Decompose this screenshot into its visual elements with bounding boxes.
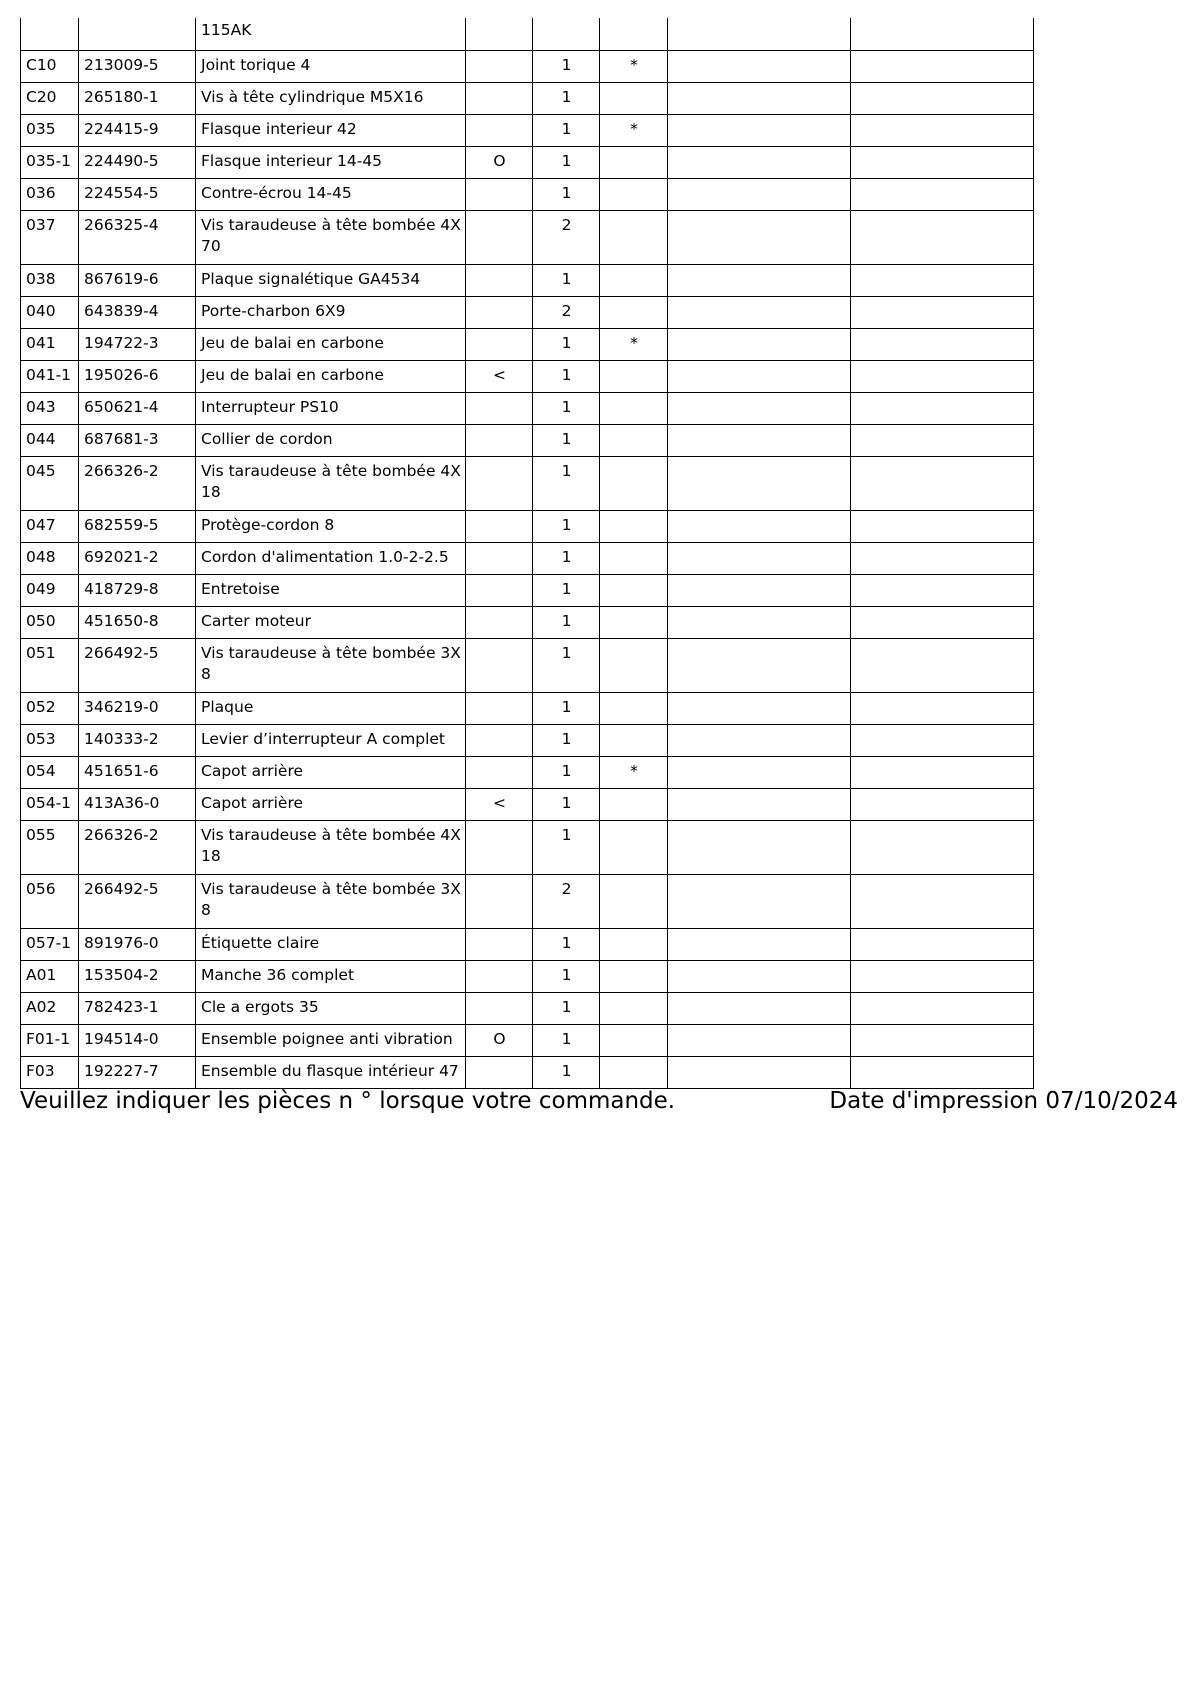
cell-quantity [533, 18, 600, 50]
cell-mark [466, 692, 533, 724]
cell-part-number: 153504-2 [79, 960, 196, 992]
cell-note: * [600, 328, 668, 360]
cell-quantity: 2 [533, 296, 600, 328]
cell-ref: 044 [21, 424, 79, 456]
cell-empty [851, 50, 1034, 82]
cell-description: Cordon d'alimentation 1.0-2-2.5 [196, 542, 466, 574]
cell-empty [668, 424, 851, 456]
cell-empty [668, 456, 851, 510]
cell-mark [466, 638, 533, 692]
cell-description: Cle a ergots 35 [196, 992, 466, 1024]
cell-note [600, 820, 668, 874]
cell-quantity: 1 [533, 960, 600, 992]
cell-empty [668, 542, 851, 574]
cell-description: Flasque interieur 42 [196, 114, 466, 146]
cell-empty [668, 82, 851, 114]
cell-part-number: 266326-2 [79, 456, 196, 510]
cell-quantity: 1 [533, 392, 600, 424]
cell-empty [668, 574, 851, 606]
cell-empty [851, 992, 1034, 1024]
cell-description: Vis taraudeuse à tête bombée 4X 18 [196, 820, 466, 874]
cell-note [600, 424, 668, 456]
cell-part-number: 195026-6 [79, 360, 196, 392]
cell-empty [851, 146, 1034, 178]
cell-mark [466, 992, 533, 1024]
cell-empty [851, 510, 1034, 542]
cell-description: Ensemble poignee anti vibration [196, 1024, 466, 1056]
table-row [21, 114, 1034, 146]
cell-empty [851, 960, 1034, 992]
cell-quantity: 1 [533, 606, 600, 638]
cell-description: Étiquette claire [196, 928, 466, 960]
cell-mark [466, 1056, 533, 1088]
table-row [21, 146, 1034, 178]
cell-empty [668, 146, 851, 178]
cell-empty [851, 82, 1034, 114]
cell-description: Plaque signalétique GA4534 [196, 264, 466, 296]
cell-note: * [600, 756, 668, 788]
cell-empty [668, 360, 851, 392]
cell-note [600, 638, 668, 692]
table-row [21, 392, 1034, 424]
cell-note [600, 296, 668, 328]
cell-quantity: 1 [533, 264, 600, 296]
cell-empty [668, 392, 851, 424]
cell-ref: F01-1 [21, 1024, 79, 1056]
cell-empty [851, 264, 1034, 296]
cell-empty [668, 606, 851, 638]
cell-part-number: 891976-0 [79, 928, 196, 960]
cell-description: Plaque [196, 692, 466, 724]
table-row [21, 724, 1034, 756]
cell-empty [851, 456, 1034, 510]
cell-empty [668, 510, 851, 542]
cell-part-number: 224415-9 [79, 114, 196, 146]
cell-part-number: 867619-6 [79, 264, 196, 296]
cell-mark [466, 542, 533, 574]
table-row [21, 50, 1034, 82]
cell-mark [466, 456, 533, 510]
cell-empty [851, 874, 1034, 928]
cell-part-number: 346219-0 [79, 692, 196, 724]
cell-quantity: 1 [533, 692, 600, 724]
cell-part-number: 650621-4 [79, 392, 196, 424]
cell-description: Capot arrière [196, 756, 466, 788]
cell-empty [668, 328, 851, 360]
cell-mark [466, 328, 533, 360]
table-row [21, 456, 1034, 510]
cell-ref: 043 [21, 392, 79, 424]
cell-mark [466, 820, 533, 874]
cell-note [600, 264, 668, 296]
cell-quantity: 1 [533, 510, 600, 542]
cell-ref: A01 [21, 960, 79, 992]
order-instruction: Veuillez indiquer les pièces n ° lorsque votre commande. [20, 1088, 676, 1114]
cell-note [600, 992, 668, 1024]
table-row [21, 874, 1034, 928]
cell-empty [668, 638, 851, 692]
cell-empty [851, 424, 1034, 456]
cell-quantity: 1 [533, 788, 600, 820]
cell-note [600, 692, 668, 724]
cell-description: Vis taraudeuse à tête bombée 4X 70 [196, 210, 466, 264]
cell-quantity: 1 [533, 1056, 600, 1088]
cell-description: Interrupteur PS10 [196, 392, 466, 424]
cell-empty [851, 606, 1034, 638]
cell-part-number: 451650-8 [79, 606, 196, 638]
cell-description: Vis à tête cylindrique M5X16 [196, 82, 466, 114]
cell-ref: 035-1 [21, 146, 79, 178]
table-row [21, 424, 1034, 456]
cell-quantity: 1 [533, 328, 600, 360]
cell-mark: < [466, 360, 533, 392]
cell-part-number: 266326-2 [79, 820, 196, 874]
cell-quantity: 1 [533, 820, 600, 874]
cell-ref [21, 18, 79, 50]
cell-ref: 050 [21, 606, 79, 638]
cell-mark [466, 114, 533, 146]
cell-part-number: 192227-7 [79, 1056, 196, 1088]
cell-description: Porte-charbon 6X9 [196, 296, 466, 328]
cell-quantity: 1 [533, 360, 600, 392]
cell-ref: 049 [21, 574, 79, 606]
cell-empty [668, 296, 851, 328]
cell-empty [851, 296, 1034, 328]
cell-empty [851, 574, 1034, 606]
cell-ref: 057-1 [21, 928, 79, 960]
cell-empty [851, 542, 1034, 574]
cell-ref: 040 [21, 296, 79, 328]
print-date: Date d'impression 07/10/2024 [829, 1088, 1178, 1114]
cell-empty [851, 692, 1034, 724]
cell-part-number: 266492-5 [79, 638, 196, 692]
cell-part-number: 194722-3 [79, 328, 196, 360]
cell-empty [668, 210, 851, 264]
table-row [21, 756, 1034, 788]
cell-mark [466, 928, 533, 960]
cell-part-number: 224554-5 [79, 178, 196, 210]
cell-quantity: 1 [533, 1024, 600, 1056]
cell-part-number: 266492-5 [79, 874, 196, 928]
cell-description: Jeu de balai en carbone [196, 360, 466, 392]
cell-part-number [79, 18, 196, 50]
cell-note [600, 210, 668, 264]
table-row [21, 178, 1034, 210]
cell-note [600, 960, 668, 992]
cell-mark [466, 960, 533, 992]
table-row [21, 296, 1034, 328]
cell-quantity: 1 [533, 456, 600, 510]
cell-note [600, 788, 668, 820]
cell-empty [668, 788, 851, 820]
cell-ref: 056 [21, 874, 79, 928]
table-row [21, 542, 1034, 574]
cell-quantity: 1 [533, 424, 600, 456]
cell-mark [466, 606, 533, 638]
table-row [21, 606, 1034, 638]
cell-mark [466, 424, 533, 456]
cell-description: Joint torique 4 [196, 50, 466, 82]
cell-note [600, 18, 668, 50]
cell-note [600, 510, 668, 542]
cell-description: Flasque interieur 14-45 [196, 146, 466, 178]
cell-empty [668, 18, 851, 50]
cell-ref: C20 [21, 82, 79, 114]
cell-quantity: 2 [533, 210, 600, 264]
cell-part-number: 265180-1 [79, 82, 196, 114]
cell-description: Vis taraudeuse à tête bombée 3X 8 [196, 874, 466, 928]
cell-part-number: 413A36-0 [79, 788, 196, 820]
cell-empty [851, 360, 1034, 392]
parts-table [20, 18, 1034, 1089]
cell-ref: 036 [21, 178, 79, 210]
cell-empty [668, 692, 851, 724]
cell-mark [466, 756, 533, 788]
cell-note [600, 392, 668, 424]
cell-description: Protège-cordon 8 [196, 510, 466, 542]
cell-quantity: 1 [533, 724, 600, 756]
cell-empty [851, 820, 1034, 874]
cell-description: Entretoise [196, 574, 466, 606]
cell-mark [466, 178, 533, 210]
cell-quantity: 1 [533, 928, 600, 960]
cell-empty [851, 788, 1034, 820]
cell-note [600, 146, 668, 178]
cell-ref: 048 [21, 542, 79, 574]
cell-description: Capot arrière [196, 788, 466, 820]
cell-part-number: 687681-3 [79, 424, 196, 456]
cell-description: Vis taraudeuse à tête bombée 4X 18 [196, 456, 466, 510]
cell-mark [466, 724, 533, 756]
cell-empty [851, 392, 1034, 424]
cell-part-number: 418729-8 [79, 574, 196, 606]
table-row [21, 960, 1034, 992]
cell-description: Contre-écrou 14-45 [196, 178, 466, 210]
cell-mark [466, 210, 533, 264]
cell-empty [668, 960, 851, 992]
cell-quantity: 1 [533, 178, 600, 210]
cell-ref: 038 [21, 264, 79, 296]
cell-quantity: 1 [533, 542, 600, 574]
table-row [21, 820, 1034, 874]
cell-part-number: 213009-5 [79, 50, 196, 82]
cell-description: 115AK [196, 18, 466, 50]
cell-empty [851, 1056, 1034, 1088]
cell-empty [668, 1056, 851, 1088]
cell-mark [466, 18, 533, 50]
cell-ref: 047 [21, 510, 79, 542]
cell-note [600, 82, 668, 114]
cell-empty [668, 264, 851, 296]
cell-empty [668, 874, 851, 928]
cell-empty [668, 928, 851, 960]
cell-part-number: 194514-0 [79, 1024, 196, 1056]
cell-ref: 041 [21, 328, 79, 360]
cell-mark [466, 874, 533, 928]
cell-description: Vis taraudeuse à tête bombée 3X 8 [196, 638, 466, 692]
cell-empty [851, 328, 1034, 360]
cell-empty [668, 1024, 851, 1056]
cell-empty [851, 724, 1034, 756]
cell-ref: 045 [21, 456, 79, 510]
cell-empty [851, 1024, 1034, 1056]
table-row [21, 992, 1034, 1024]
cell-description: Ensemble du flasque intérieur 47 [196, 1056, 466, 1088]
cell-quantity: 1 [533, 756, 600, 788]
cell-empty [668, 724, 851, 756]
cell-part-number: 682559-5 [79, 510, 196, 542]
cell-mark [466, 296, 533, 328]
table-row [21, 210, 1034, 264]
cell-mark [466, 392, 533, 424]
cell-note: * [600, 114, 668, 146]
table-row [21, 692, 1034, 724]
cell-quantity: 1 [533, 50, 600, 82]
cell-part-number: 692021-2 [79, 542, 196, 574]
table-row [21, 788, 1034, 820]
cell-description: Manche 36 complet [196, 960, 466, 992]
cell-note [600, 456, 668, 510]
cell-part-number: 266325-4 [79, 210, 196, 264]
cell-quantity: 1 [533, 82, 600, 114]
cell-empty [668, 114, 851, 146]
cell-part-number: 643839-4 [79, 296, 196, 328]
cell-note [600, 606, 668, 638]
cell-quantity: 1 [533, 992, 600, 1024]
cell-note [600, 360, 668, 392]
table-row [21, 264, 1034, 296]
cell-empty [668, 756, 851, 788]
cell-note [600, 874, 668, 928]
cell-ref: 052 [21, 692, 79, 724]
table-row [21, 928, 1034, 960]
cell-ref: F03 [21, 1056, 79, 1088]
cell-ref: 053 [21, 724, 79, 756]
cell-note [600, 178, 668, 210]
table-row [21, 638, 1034, 692]
cell-empty [668, 50, 851, 82]
cell-mark: O [466, 1024, 533, 1056]
cell-empty [851, 178, 1034, 210]
cell-note [600, 928, 668, 960]
table-row [21, 360, 1034, 392]
cell-mark [466, 82, 533, 114]
cell-empty [851, 114, 1034, 146]
cell-quantity: 1 [533, 638, 600, 692]
cell-empty [851, 638, 1034, 692]
table-row [21, 510, 1034, 542]
cell-ref: 055 [21, 820, 79, 874]
cell-ref: 051 [21, 638, 79, 692]
cell-part-number: 140333-2 [79, 724, 196, 756]
cell-mark [466, 574, 533, 606]
cell-ref: 054-1 [21, 788, 79, 820]
cell-quantity: 1 [533, 114, 600, 146]
cell-quantity: 1 [533, 146, 600, 178]
cell-description: Carter moteur [196, 606, 466, 638]
table-row [21, 18, 1034, 50]
cell-ref: 041-1 [21, 360, 79, 392]
cell-note [600, 724, 668, 756]
cell-description: Collier de cordon [196, 424, 466, 456]
table-row [21, 574, 1034, 606]
cell-quantity: 1 [533, 574, 600, 606]
cell-empty [668, 992, 851, 1024]
cell-quantity: 2 [533, 874, 600, 928]
cell-empty [668, 178, 851, 210]
cell-part-number: 451651-6 [79, 756, 196, 788]
cell-ref: 054 [21, 756, 79, 788]
parts-table-body [21, 18, 1034, 1088]
cell-part-number: 782423-1 [79, 992, 196, 1024]
cell-ref: C10 [21, 50, 79, 82]
cell-note [600, 1056, 668, 1088]
cell-description: Levier d’interrupteur A complet [196, 724, 466, 756]
table-row [21, 1056, 1034, 1088]
table-row [21, 328, 1034, 360]
cell-empty [851, 928, 1034, 960]
cell-note [600, 542, 668, 574]
table-row [21, 82, 1034, 114]
cell-ref: A02 [21, 992, 79, 1024]
cell-note [600, 574, 668, 606]
cell-note: * [600, 50, 668, 82]
cell-empty [668, 820, 851, 874]
cell-mark [466, 50, 533, 82]
cell-mark [466, 510, 533, 542]
cell-mark [466, 264, 533, 296]
cell-ref: 035 [21, 114, 79, 146]
cell-empty [851, 756, 1034, 788]
table-row [21, 1024, 1034, 1056]
cell-empty [851, 18, 1034, 50]
cell-mark: < [466, 788, 533, 820]
cell-empty [851, 210, 1034, 264]
cell-note [600, 1024, 668, 1056]
cell-part-number: 224490-5 [79, 146, 196, 178]
cell-mark: O [466, 146, 533, 178]
cell-ref: 037 [21, 210, 79, 264]
cell-description: Jeu de balai en carbone [196, 328, 466, 360]
